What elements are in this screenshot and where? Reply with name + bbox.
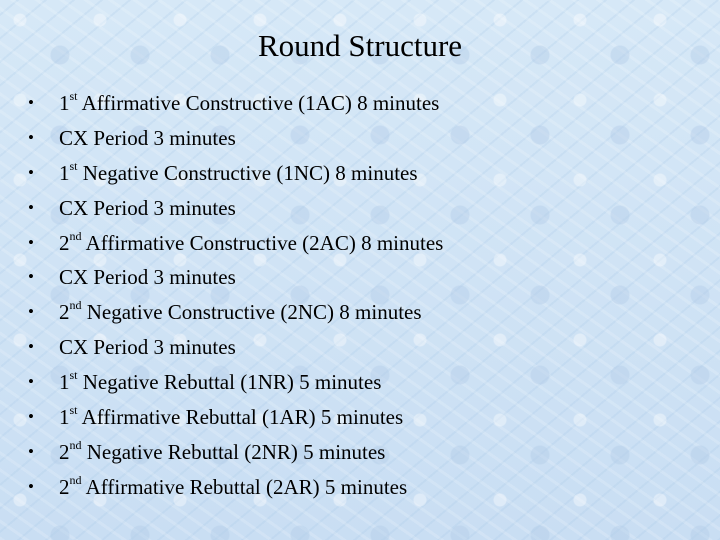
bullet-icon: • xyxy=(28,337,34,357)
ordinal-suffix: nd xyxy=(69,298,82,313)
list-item xyxy=(28,295,443,330)
list-item xyxy=(28,435,443,470)
ordinal-number: 1 xyxy=(59,405,70,430)
item-text: Negative Constructive (1NC) 8 minutes xyxy=(77,160,418,185)
list-item xyxy=(28,226,443,261)
item-text: Negative Constructive (2NC) 8 minutes xyxy=(81,300,422,325)
item-text: CX Period 3 minutes xyxy=(59,125,236,150)
list-item xyxy=(28,330,443,365)
ordinal-number: 1 xyxy=(59,160,70,185)
item-text: Affirmative Rebuttal (2AR) 5 minutes xyxy=(81,474,408,499)
ordinal-suffix: st xyxy=(69,368,78,383)
ordinal-number: 2 xyxy=(59,474,70,499)
bullet-list xyxy=(28,86,443,505)
list-item xyxy=(28,86,443,121)
bullet-icon: • xyxy=(28,232,34,252)
item-text: CX Period 3 minutes xyxy=(59,335,236,360)
item-text: Negative Rebuttal (2NR) 5 minutes xyxy=(81,439,386,464)
ordinal-suffix: nd xyxy=(69,472,82,487)
list-item xyxy=(28,470,443,505)
list-item xyxy=(28,191,443,226)
bullet-icon: • xyxy=(28,162,34,182)
item-text: Affirmative Constructive (1AC) 8 minutes xyxy=(77,91,440,115)
bullet-icon: • xyxy=(28,302,34,322)
list-item xyxy=(28,121,443,156)
bullet-icon: • xyxy=(28,372,34,392)
item-text: Affirmative Rebuttal (1AR) 5 minutes xyxy=(77,405,404,430)
bullet-icon: • xyxy=(28,441,34,461)
ordinal-number: 1 xyxy=(59,91,70,115)
bullet-icon: • xyxy=(28,407,34,427)
bullet-icon: • xyxy=(28,93,34,112)
ordinal-number: 2 xyxy=(59,230,70,255)
bullet-icon: • xyxy=(28,476,34,496)
ordinal-number: 1 xyxy=(59,370,70,395)
item-text: CX Period 3 minutes xyxy=(59,195,236,220)
ordinal-suffix: st xyxy=(69,89,78,103)
list-item xyxy=(28,400,443,435)
bullet-icon: • xyxy=(28,127,34,147)
bullet-icon: • xyxy=(28,197,34,217)
ordinal-number: 2 xyxy=(59,439,70,464)
item-text: Affirmative Constructive (2AC) 8 minutes xyxy=(81,230,444,255)
list-item xyxy=(28,260,443,295)
item-text: Negative Rebuttal (1NR) 5 minutes xyxy=(77,370,382,395)
ordinal-suffix: nd xyxy=(69,437,82,452)
list-item xyxy=(28,156,443,191)
bullet-icon: • xyxy=(28,267,34,287)
ordinal-suffix: st xyxy=(69,158,78,173)
ordinal-suffix: st xyxy=(69,403,78,418)
item-text: CX Period 3 minutes xyxy=(59,265,236,290)
ordinal-number: 2 xyxy=(59,300,70,325)
slide-title: Round Structure xyxy=(257,28,463,63)
ordinal-suffix: nd xyxy=(69,228,82,243)
list-item xyxy=(28,365,443,400)
